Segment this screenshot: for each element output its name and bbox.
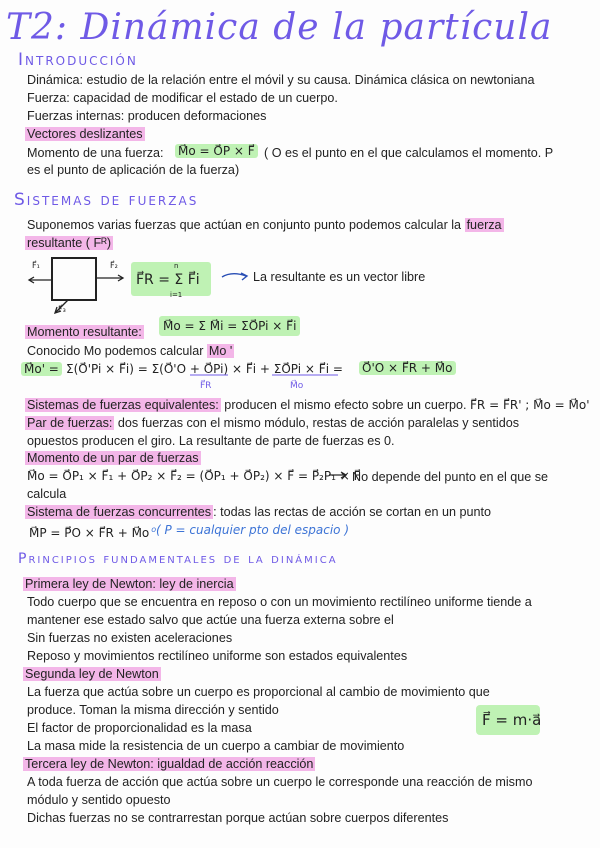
equivalentes-text: producen el mismo efecto sobre un cuerpo. — [220, 398, 471, 412]
mo-underbrace-label: M⃗o — [290, 381, 304, 391]
resultante-highlight: resultante ( Fᴿ) — [27, 236, 112, 250]
arrow-icon — [220, 270, 250, 282]
ley1-label: Primera ley de Newton: ley de inercia — [25, 577, 234, 591]
momento-fuerza-formula: M⃗o = O⃗P × F⃗ — [175, 144, 258, 158]
concurrentes-text: : todas las rectas de acción se cortan en un punto — [213, 505, 492, 519]
sum-bottom-index: i=1 — [170, 291, 183, 299]
resultante-note: La resultante es un vector libre — [253, 270, 426, 284]
concurrentes-label: Sistema de fuerzas concurrentes — [27, 505, 212, 519]
concurrentes-note: ( P = cualquier pto del espacio ) — [156, 523, 349, 537]
ley1-line-3: Reposo y movimientos rectilíneo uniforme son estados equivalentes — [27, 649, 408, 663]
ley2-line-1: produce. Toman la misma dirección y sentido — [27, 703, 279, 717]
concurrentes-sup: o — [151, 525, 157, 534]
momento-par-note2: calcula — [27, 487, 67, 501]
sistemas-line1: Suponemos varias fuerzas que actúan en conjunto punto podemos calcular la — [27, 218, 465, 232]
mo-prime-result: O⃗'O × F⃗R + M⃗o — [359, 361, 456, 375]
newton-formula: F⃗ = m·a⃗ — [482, 711, 542, 729]
mo-prime-highlight: Mo ' — [208, 344, 233, 358]
intro-line-dinamica: Dinámica: estudio de la relación entre el móvil y su causa. Dinámica clásica on newtoniana — [27, 73, 535, 87]
ley2-label: Segunda ley de Newton — [25, 667, 159, 681]
mo-prime-formula: Σ(O⃗'Pi × F⃗i) = Σ(O⃗'O + O⃗Pi) × F⃗i + ΣO⃗Pi × F⃗i = — [66, 362, 343, 376]
ley1-line-2: Sin fuerzas no existen aceleraciones — [27, 631, 233, 645]
momento-par-note1: No depende del punto en el que se — [352, 470, 549, 484]
ley3-line-0: A toda fuerza de acción que actúa sobre un cuerpo le corresponde una reacción de mismo — [27, 775, 533, 789]
equivalentes-formula: F⃗R = F⃗R' ; M⃗o = M⃗o' — [470, 398, 590, 412]
intro-line-fuerza: Fuerza: capacidad de modificar el estado de un cuerpo. — [27, 91, 338, 105]
momento-fuerza-label: Momento de una fuerza: — [27, 146, 164, 160]
fuerza-highlight: fuerza — [466, 218, 502, 232]
concurrentes-formula: M⃗P = P⃗O × F⃗R + M⃗o — [29, 526, 150, 540]
sum-top-index: n — [174, 262, 179, 270]
momento-resultante-formula: M⃗o = Σ M⃗i = ΣO⃗Pi × F⃗i — [159, 316, 300, 336]
par-fuerzas-label: Par de fuerzas: — [27, 416, 113, 430]
diagram-label-f2: F⃗₂ — [110, 261, 118, 270]
mo-prime-label: M⃗o' = — [21, 362, 62, 376]
diagram-label-f1: F⃗₁ — [32, 261, 40, 270]
ley2-line-0: La fuerza que actúa sobre un cuerpo es proporcional al cambio de movimiento que — [27, 685, 490, 699]
par-fuerzas-text1: dos fuerzas con el mismo módulo, restas de acción paralelas y sentidos — [114, 416, 520, 430]
momento-par-formula: M⃗o = O⃗P₁ × F⃗₁ + O⃗P₂ × F⃗₂ = (O⃗P₁ + O⃗P₂) × F⃗ = P⃗₂P₁ × F⃗ — [27, 469, 361, 483]
equivalentes-label: Sistemas de fuerzas equivalentes: — [27, 398, 219, 412]
conocido-text: Conocido Mo podemos calcular — [27, 344, 207, 358]
ley2-line-3: La masa mide la resistencia de un cuerpo a cambiar de movimiento — [27, 739, 405, 753]
momento-note-2: es el punto de aplicación de la fuerza) — [27, 163, 240, 177]
fr-underbrace-label: F⃗R — [200, 381, 212, 391]
ley1-line-0: Todo cuerpo que se encuentra en reposo o con un movimiento rectilíneo uniforme tiende a — [27, 595, 532, 609]
ley1-line-1: mantener ese estado salvo que actúe una fuerza externa sobre el — [27, 613, 394, 627]
par-fuerzas-text2: opuestos producen el giro. La resultante de parte de fuerzas es 0. — [27, 434, 395, 448]
ley2-line-2: El factor de proporcionalidad es la masa — [27, 721, 252, 735]
ley3-label: Tercera ley de Newton: igualdad de acción reacción — [25, 757, 314, 771]
right-arrow-icon — [328, 470, 348, 480]
page-title: T2: Dinámica de la partícula — [6, 7, 553, 48]
section-heading-sistemas: Sistemas de fuerzas — [14, 190, 199, 210]
vectores-deslizantes-label: Vectores deslizantes — [27, 127, 143, 141]
diagram-label-f3: F⃗₃ — [58, 305, 66, 314]
section-heading-introduccion: Introducción — [18, 50, 138, 70]
ley3-line-2: Dichas fuerzas no se contrarrestan porque actúan sobre cuerpos diferentes — [27, 811, 449, 825]
ley3-line-1: módulo y sentido opuesto — [27, 793, 171, 807]
momento-resultante-label: Momento resultante: — [27, 325, 142, 339]
momento-note-1: ( O es el punto en el que calculamos el momento. P — [264, 146, 554, 160]
intro-line-internas: Fuerzas internas: producen deformaciones — [27, 109, 267, 123]
fr-formula: F⃗R = Σ F⃗i — [136, 272, 200, 288]
section-heading-principios: Principios fundamentales de la dinámica — [18, 551, 338, 567]
momento-par-label: Momento de un par de fuerzas — [27, 451, 199, 465]
